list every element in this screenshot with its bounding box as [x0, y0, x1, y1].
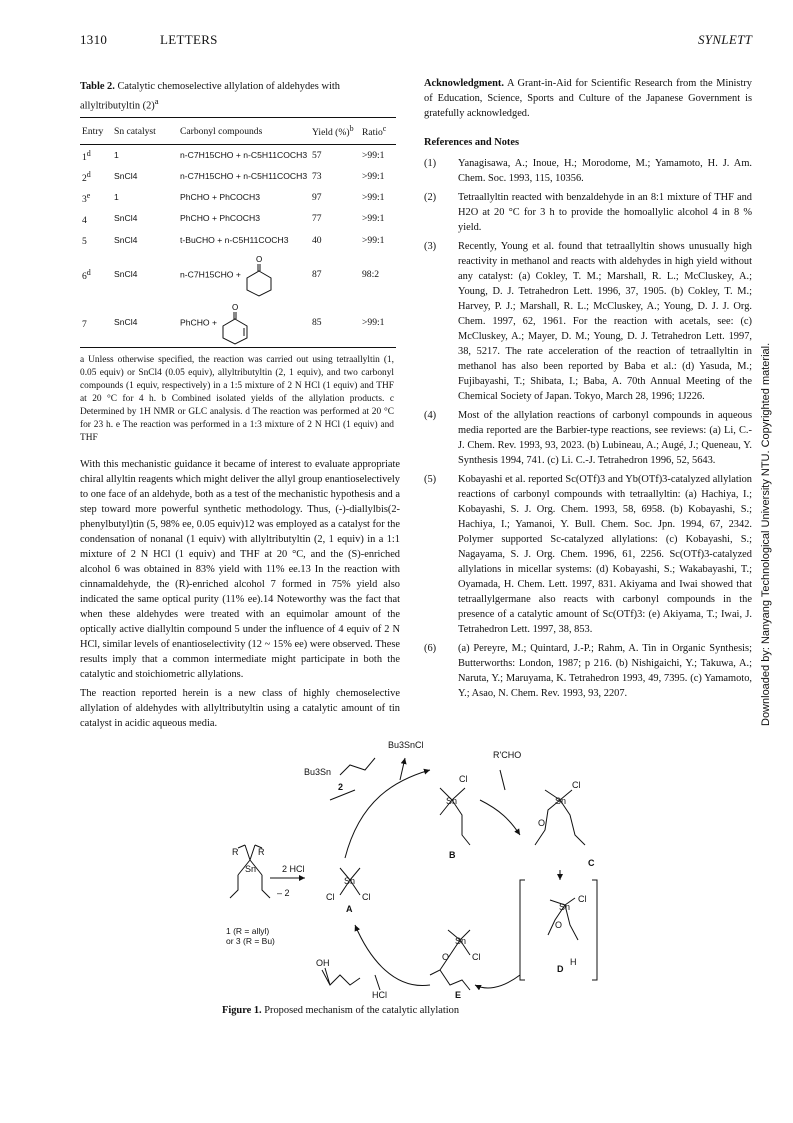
reference-item: [424, 641, 752, 701]
table-header-row: [80, 118, 396, 144]
cell-carbonyl: n-C7H15CHO + n-C5H11COCH3: [180, 170, 308, 181]
label-B: B: [449, 850, 456, 860]
reference-item: [424, 239, 752, 404]
structure-bonds: [340, 758, 375, 775]
cell-carbonyl: n-C7H15CHO + O: [178, 251, 310, 299]
reference-text: Recently, Young et al. found that tetraallyltin shows unusually high reactivity in methanol and reacts with aldehydes in high yield without any catalyst: (a) Cokley, T. M.; Marshall, R. L.; McCluskey, A.; Young, D. J. Tetrahedron Lett. 1996, 37, 1905. (b) Cokley, T. M.; Harvey, P. J.; Marshall, R. L.; McCluskey, A.; Young, D. J. J. Org. Chem. 1997, 62, 1961. For the reaction with acetals, see: (c) McCluskey, A.; Mayer, D. M.; Young, D. J. Tetrahedron Lett. 1997, 38, 5217. The rate acceleration of the reaction of tetraallyltin in methanol has also been reported by Baba et al.: (d) Yasuda, M.; Fujibayashi, T.; Shibata, I.; Baba, A. 70th Annual Meeting of the Chemical Society of Japan. Tokyo, March 28, 1996; 1J226.: [458, 241, 752, 402]
ack-title: Acknowledgment.: [424, 78, 504, 89]
label-E: E: [455, 990, 462, 1000]
reference-number: (1): [424, 158, 437, 169]
section-label: LETTERS: [160, 32, 218, 47]
cell-ratio: >99:1: [362, 234, 385, 246]
reference-text: Tetraallyltin reacted with benzaldehyde in an 8:1 mixture of THF and H2O at 20 °C for 3 h to provide the homoallylic alcohol 4 in 8 % yield.: [458, 192, 752, 233]
label-C: C: [588, 858, 595, 868]
reference-number: (2): [424, 192, 437, 203]
label-cmp1: 1 (R = allyl): [226, 926, 270, 936]
cell-cat: SnCl4: [114, 269, 138, 280]
page-number: 1310: [80, 32, 108, 47]
table-row: [80, 251, 396, 299]
reference-text: Yanagisawa, A.; Inoue, H.; Morodome, M.; Yamamoto, H. J. Am. Chem. Soc. 1993, 115, 10356.: [458, 158, 752, 184]
reference-text: Kobayashi et al. reported Sc(OTf)3 and Yb(OTf)3-catalyzed allylation reactions of carbonyl compounds with tetraallyltin: (a) Hachiya, I.; Kobayashi, S. J. Org. Chem. 1993, 58, 6958. (b) Kobayashi, S.; Hachiya, I.; Yamanoi, Y. Bull. Chem. Soc. Jpn. 1994, 67, 2342. Polymer supported Sc-catalyzed allylations: (c) Kobayashi, S.; Nagayama, S. J. Org. Chem. 1996, 61, 2256. Sc(OTf)3-catalyzed allylations in micellar systems: (d) Kobayashi, S.; Wakabayashi, T.; Oyamada, H. Chem. Lett. 1997, 831. Akiyama and Iwai showed that tetraallylgermane also reacts with carbonyl compounds in the presence of a catalytic amount of Sc(OTf)3: (e) Akiyama, T.; Iwai, J. Tetrahedron Lett. 1997, 38, 853.: [458, 474, 752, 635]
reference-number: (4): [424, 410, 437, 421]
download-notice: Downloaded by: Nanyang Technological University NTU. Copyrighted material.: [760, 342, 772, 726]
label-sn: Sn: [245, 864, 257, 874]
cycle-arrow: [355, 925, 430, 986]
cell-entry: 3e: [82, 191, 91, 206]
label-A: A: [346, 904, 353, 914]
label-o: O: [555, 920, 563, 930]
structure-bonds: [230, 875, 270, 898]
reference-item: [424, 472, 752, 637]
table-row: [80, 299, 396, 348]
cell-ratio: >99:1: [362, 192, 385, 204]
structure-bonds: [430, 930, 470, 990]
cell-ratio: >99:1: [362, 149, 385, 161]
ack-text: A Grant-in-Aid for Scientific Research from the Ministry of Education, Science, Sports and Culture of the Japanese Government is gratefully acknowledged.: [424, 78, 752, 119]
cell-entry: 1$^d$: [82, 148, 91, 163]
cyclohexenone-icon: [241, 253, 281, 297]
cell-yield: 77: [312, 213, 322, 225]
cell-ratio: >99:1: [362, 213, 385, 225]
cycle-arrow: [375, 975, 380, 990]
cell-cat: SnCl4: [112, 299, 178, 348]
table-row: [80, 187, 396, 208]
label-cl: Cl: [572, 780, 581, 790]
label-sn-a: Sn: [344, 876, 356, 886]
cell-carbonyl: PhCHO + O: [178, 299, 310, 348]
cell-yield: 87: [312, 269, 322, 281]
label-2: 2: [338, 782, 344, 792]
left-column: [80, 80, 400, 731]
reference-item: [424, 190, 752, 235]
label-cmp3: or 3 (R = Bu): [226, 936, 275, 946]
label-h: H: [570, 957, 577, 967]
structure-bonds: [440, 788, 470, 845]
col-yield: Yield (%)$^b$: [310, 118, 360, 144]
label-cl: Cl: [326, 892, 335, 902]
label-cl: Cl: [578, 894, 587, 904]
figure-caption: [222, 1005, 459, 1016]
cyclohexenone-icon: [217, 301, 257, 345]
cell-carbonyl: t-BuCHO + n-C5H11COCH3: [180, 234, 289, 245]
cell-entry: 7: [80, 299, 112, 348]
label-o: O: [442, 952, 450, 962]
cell-yield: 97: [312, 192, 322, 204]
cell-carbonyl: PhCHO + PhCOCH3: [180, 192, 260, 203]
structure-bonds: [238, 845, 262, 875]
structure-bonds: [322, 968, 360, 985]
table-footnote: a Unless otherwise specified, the reaction was carried out using tetraallyltin (1, 0.05 equiv) or SnCl4 (0.05 equiv), allyltributyltin (2, 1 equiv), and two carbonyl compounds (1 equiv, respectively) in a 1:5 mixture of 2 N HCl (1 equiv) and THF at 20 °C for 4 h. b Combined isolated yields of the allylation products. c Determined by 1H NMR or GLC analysis. d The reaction was performed at 20 °C for 23 h. e The reaction was performed in a 1:3 mixture of 2 N HCl (1 equiv) and THF: [80, 354, 394, 443]
cell-cat: SnCl4: [114, 234, 138, 245]
cycle-arrow: [330, 790, 355, 800]
reference-list: [424, 156, 752, 701]
label-sn-e: Sn: [455, 936, 467, 946]
reference-text: Most of the allylation reactions of carbonyl compounds in aqueous media reported are the Barbier-type reactions, see reviews: (a) Li, C.-J. Chem. Rev. 1993, 93, 2023. (b) Lubineau, A.; Augé, J.; Queneau, Y. Synthesis 1994, 741. (c) Li. C.-J. Tetrahedron 1996, 52, 5643.: [458, 410, 752, 466]
cell-yield: 40: [312, 234, 322, 246]
table-row: [80, 208, 396, 229]
structure-bonds: [340, 868, 360, 895]
bracket: [592, 880, 597, 980]
label-oh: OH: [316, 958, 330, 968]
cell-cat: SnCl4: [114, 170, 138, 181]
reference-number: (6): [424, 643, 437, 654]
figure-caption-label: Figure 1.: [222, 1005, 262, 1016]
cell-entry: 5: [82, 236, 87, 248]
label-sn-d: Sn: [559, 902, 571, 912]
table-caption-label: Table 2.: [80, 81, 115, 92]
reference-number: (5): [424, 474, 437, 485]
structure-bonds: [548, 898, 578, 940]
cell-cat: 1: [114, 192, 119, 203]
allylation-table: [80, 117, 396, 347]
reference-text: (a) Pereyre, M.; Quintard, J.-P.; Rahm, A. Tin in Organic Synthesis; Butterworths: London, 1987; p 216. (b) Nishigaichi, Y.; Takuwa, A.; Naruta, Y.; Maruyama, K. Tetrahedron 1993, 49, 7395. (c) Yamamoto, Y.; Asao, N. Chem. Rev. 1993, 93, 2207.: [458, 643, 752, 699]
cell-ratio: >99:1: [360, 299, 396, 348]
acknowledgment: [424, 76, 752, 121]
cell-yield: 57: [312, 149, 322, 161]
col-entry: Entry: [80, 118, 112, 144]
label-sn-c: Sn: [555, 796, 567, 806]
label-2hcl: 2 HCl: [282, 864, 305, 874]
cell-yield: 73: [312, 170, 322, 182]
table-caption: [80, 80, 400, 113]
bracket: [520, 880, 525, 980]
cycle-arrow: [500, 770, 505, 790]
table-caption-sup: a: [154, 96, 159, 106]
label-o: O: [538, 818, 546, 828]
label-D: D: [557, 964, 564, 974]
cell-carbonyl: PhCHO + PhCOCH3: [180, 213, 260, 224]
cell-yield: 85: [310, 299, 360, 348]
cell-entry: 6$^d$: [82, 268, 91, 283]
cell-entry: 2$^d$: [82, 169, 91, 185]
label-rcho: R'CHO: [493, 750, 522, 760]
svg-text:O: O: [255, 254, 263, 264]
cycle-arrow: [345, 770, 430, 858]
reference-item: [424, 408, 752, 468]
right-column: [424, 76, 752, 705]
col-carbonyl: Carbonyl compounds: [178, 118, 310, 144]
cell-cat: 1: [114, 149, 119, 160]
table-caption-text: Catalytic chemoselective allylation of aldehydes with allyltributyltin (2): [80, 81, 340, 112]
cycle-arrow: [400, 758, 405, 780]
table-row: [80, 229, 396, 250]
journal-name: SYNLETT: [698, 32, 753, 47]
cell-ratio: 98:2: [362, 269, 380, 281]
label-r: R: [258, 847, 265, 857]
col-ratio: Ratio$^c$: [360, 118, 396, 144]
cell-carbonyl: n-C7H15CHO + n-C5H11COCH3: [180, 149, 308, 160]
reference-number: (3): [424, 241, 437, 252]
figure-caption-text: Proposed mechanism of the catalytic allylation: [264, 1005, 460, 1016]
svg-text:O: O: [232, 302, 239, 312]
label-sn-b: Sn: [446, 796, 458, 806]
reference-item: [424, 156, 752, 186]
label-minus2: – 2: [277, 888, 290, 898]
cell-cat: SnCl4: [114, 213, 138, 224]
table-row: [80, 166, 396, 187]
label-r: R: [232, 847, 239, 857]
cycle-arrow: [475, 975, 520, 988]
label-cl: Cl: [362, 892, 371, 902]
label-cl: Cl: [472, 952, 481, 962]
label-bu3sn: Bu3Sn: [304, 767, 332, 777]
refs-title: References and Notes: [424, 137, 520, 148]
body-paragraph: With this mechanistic guidance it became of interest to evaluate appropriate chiral allyltin reagents which might deliver the allyl group enantioselectively to one face of an aldehyde, both as a test of the mechanistic hypothesis and a step toward more powerful synthetic methodology. Thus, (-)-diallylbis(2-phenylbutyl)tin (5, 98% ee, 0.05 equiv)12 was employed as a catalyst for the condensation of nonanal (1 equiv) with allyltributyltin (2, 1 equiv) in a 1:1 mixture of 2 N HCl (1 equiv) and THF at 20 °C, and the (S)-enriched alcohol 6 was obtained in 83% yield with 11% ee.13 In the reaction with cinnamaldehyde, the (R)-enriched alcohol 7 formed in 75% yield also indicated the same optical purity (11% ee).14 Noteworthy was the fact that when these aldehydes were treated with an equimolar amount of the optically active diallyltin compound 5 under the influence of 4 equiv of 2 N HCl, similar levels of enantioselectivity (12 ~ 15% ee) were observed. These results imply that a common intermediate might participate in both the catalytic and stoichiometric allylations.: [80, 458, 400, 680]
body-text: [80, 457, 400, 731]
col-catalyst: Sn catalyst: [112, 118, 178, 144]
structure-bonds: [535, 790, 585, 845]
label-bu3sncl: Bu3SnCl: [388, 740, 424, 750]
label-cl: Cl: [459, 774, 468, 784]
cell-entry: 4: [82, 215, 87, 227]
cycle-arrow: [480, 800, 520, 835]
cell-ratio: >99:1: [362, 170, 385, 182]
label-hcl: HCl: [372, 990, 387, 1000]
table-row: [80, 144, 396, 166]
body-paragraph: The reaction reported herein is a new class of highly chemoselective allylation of aldehydes with allyltributyltin using a catalytic amount of tin catalyst in acidic aqueous media.: [80, 687, 400, 729]
